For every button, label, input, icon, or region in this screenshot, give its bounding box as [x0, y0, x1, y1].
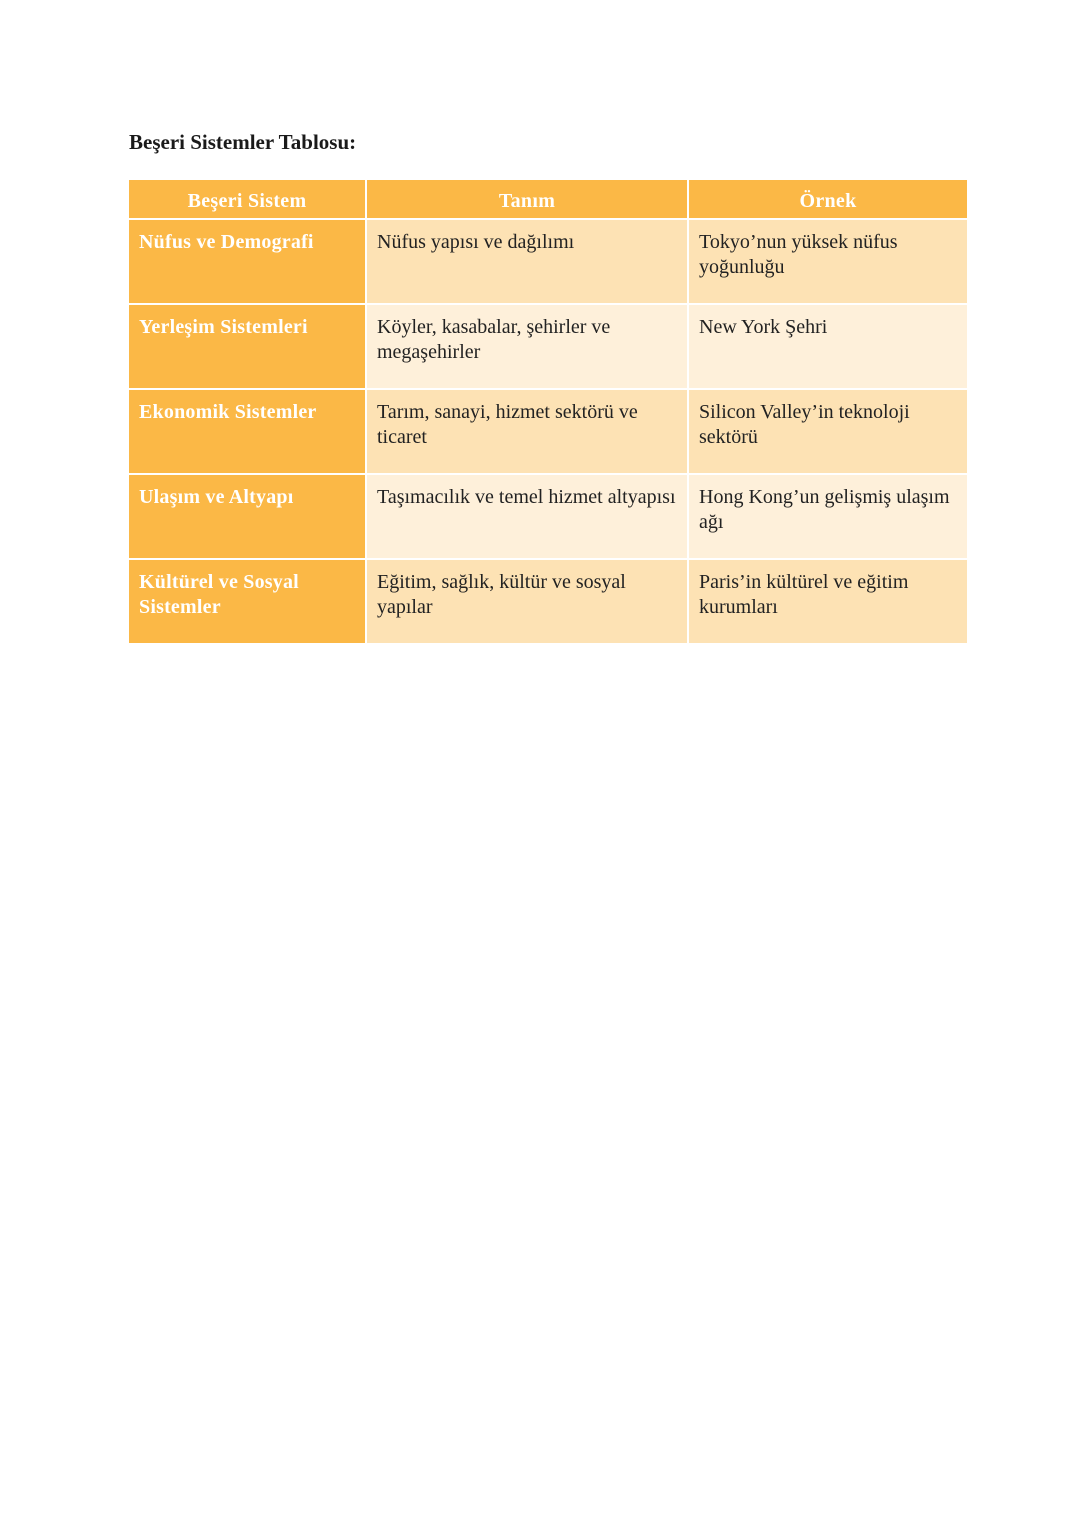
row-definition: Taşımacılık ve temel hizmet altyapısı [366, 474, 688, 559]
table-row [129, 389, 967, 474]
column-header-system: Beşeri Sistem [129, 180, 366, 219]
table-header-row [129, 180, 967, 219]
row-system-name: Ekonomik Sistemler [129, 389, 366, 474]
table-row [129, 474, 967, 559]
row-system-name: Nüfus ve Demografi [129, 219, 366, 304]
row-system-name: Ulaşım ve Altyapı [129, 474, 366, 559]
table-row [129, 304, 967, 389]
row-system-name: Yerleşim Sistemleri [129, 304, 366, 389]
column-header-definition: Tanım [366, 180, 688, 219]
page-title: Beşeri Sistemler Tablosu: [129, 130, 357, 154]
table-row [129, 559, 967, 644]
table-header [129, 180, 967, 219]
column-header-example: Örnek [688, 180, 967, 219]
table-row [129, 219, 967, 304]
row-example: New York Şehri [688, 304, 967, 389]
row-example: Hong Kong’un gelişmiş ulaşım ağı [688, 474, 967, 559]
row-example: Silicon Valley’in teknoloji sektörü [688, 389, 967, 474]
human-systems-table [129, 180, 967, 645]
row-definition: Tarım, sanayi, hizmet sektörü ve ticaret [366, 389, 688, 474]
row-definition: Nüfus yapısı ve dağılımı [366, 219, 688, 304]
row-definition: Eğitim, sağlık, kültür ve sosyal yapılar [366, 559, 688, 644]
row-example: Paris’in kültürel ve eğitim kurumları [688, 559, 967, 644]
row-example: Tokyo’nun yüksek nüfus yoğunluğu [688, 219, 967, 304]
row-system-name: Kültürel ve Sosyal Sistemler [129, 559, 366, 644]
row-definition: Köyler, kasabalar, şehirler ve megaşehirler [366, 304, 688, 389]
table-body [129, 219, 967, 644]
